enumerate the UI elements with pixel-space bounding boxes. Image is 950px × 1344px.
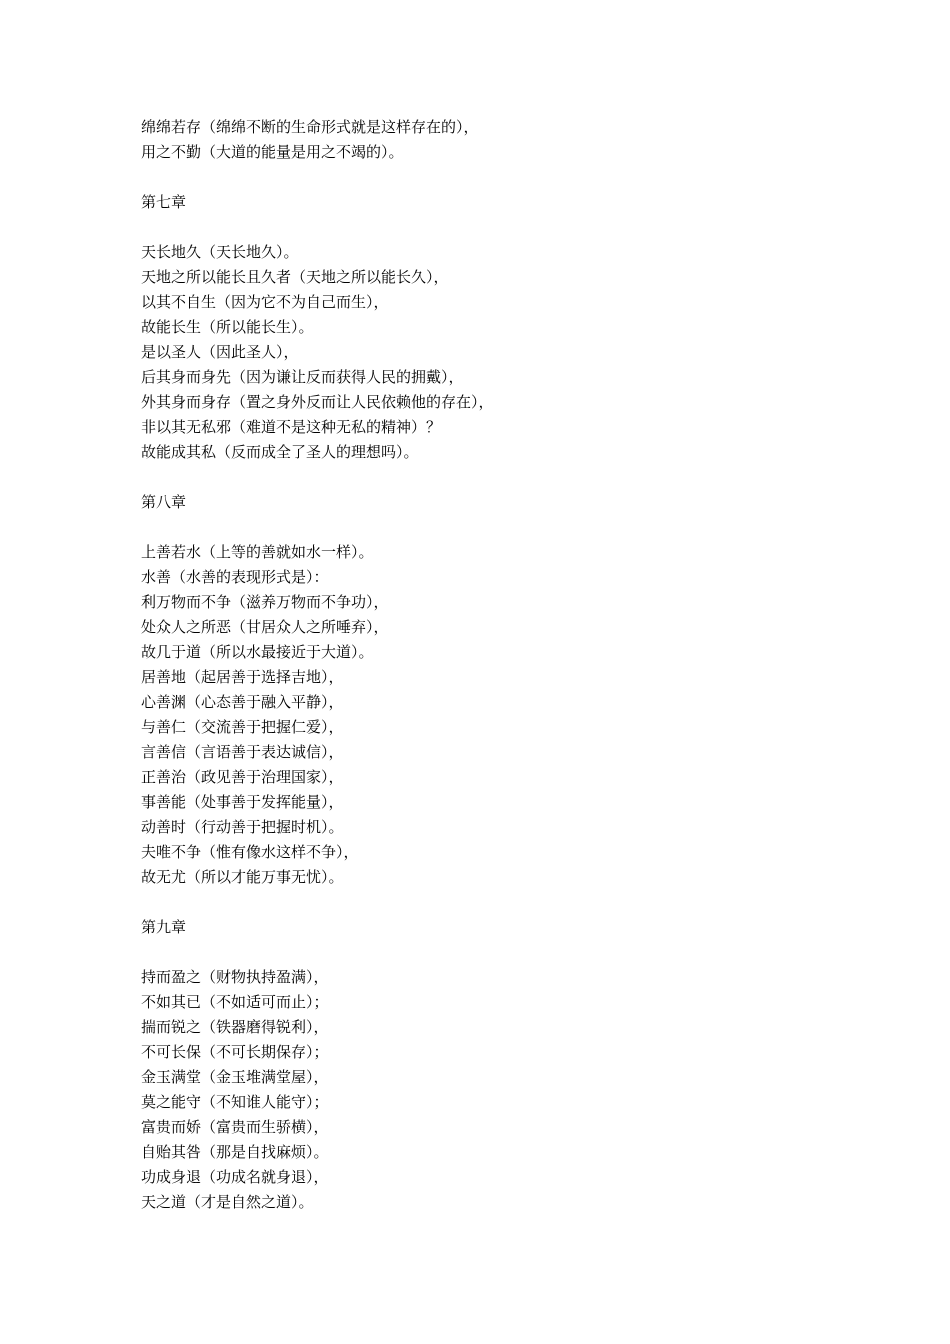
text-line: 事善能（处事善于发挥能量）， (141, 793, 344, 811)
document-page (141, 115, 901, 1215)
blank-line (141, 165, 901, 190)
text-line: 上善若水（上等的善就如水一样）。 (141, 543, 374, 561)
chapter-8 (141, 490, 901, 890)
chapter-heading: 第八章 (141, 493, 187, 511)
text-line: 正善治（政见善于治理国家）， (141, 768, 344, 786)
text-line: 揣而锐之（铁器磨得锐利）， (141, 1018, 329, 1036)
text-line: 心善渊（心态善于融入平静）， (141, 693, 344, 711)
text-line: 持而盈之（财物执持盈满）， (141, 968, 329, 986)
chapter-heading: 第九章 (141, 918, 187, 936)
text-line: 金玉满堂（金玉堆满堂屋）， (141, 1068, 329, 1086)
text-line: 外其身而身存（置之身外反而让人民依赖他的存在）， (141, 393, 494, 411)
text-line: 功成身退（功成名就身退）， (141, 1168, 329, 1186)
text-line: 故无尤（所以才能万事无忧）。 (141, 868, 344, 886)
intro-block (141, 115, 901, 165)
text-line: 与善仁（交流善于把握仁爱）， (141, 718, 344, 736)
text-line: 莫之能守（不知谁人能守）； (141, 1093, 329, 1111)
text-line: 夫唯不争（惟有像水这样不争）， (141, 843, 359, 861)
text-line: 居善地（起居善于选择吉地）， (141, 668, 344, 686)
text-line: 故能成其私（反而成全了圣人的理想吗）。 (141, 443, 419, 461)
text-line: 处众人之所恶（甘居众人之所唾弃）， (141, 618, 389, 636)
text-line: 以其不自生（因为它不为自己而生）， (141, 293, 389, 311)
text-line: 是以圣人（因此圣人）， (141, 343, 299, 361)
text-line: 利万物而不争（滋养万物而不争功）， (141, 593, 389, 611)
text-line: 富贵而娇（富贵而生骄横）， (141, 1118, 329, 1136)
blank-line (141, 215, 901, 240)
text-line: 言善信（言语善于表达诚信）， (141, 743, 344, 761)
chapter-7 (141, 190, 901, 465)
blank-line (141, 465, 901, 490)
text-line: 水善（水善的表现形式是）： (141, 568, 329, 586)
blank-line (141, 890, 901, 915)
text-line: 不可长保（不可长期保存）； (141, 1043, 329, 1061)
text-line: 故能长生（所以能长生）。 (141, 318, 314, 336)
text-line: 非以其无私邪（难道不是这种无私的精神）？ (141, 418, 442, 436)
blank-line (141, 515, 901, 540)
text-line: 天地之所以能长且久者（天地之所以能长久）， (141, 268, 449, 286)
text-line: 用之不勤（大道的能量是用之不竭的）。 (141, 143, 404, 161)
text-line: 绵绵若存（绵绵不断的生命形式就是这样存在的）， (141, 118, 479, 136)
text-line: 动善时（行动善于把握时机）。 (141, 818, 344, 836)
text-line: 天之道（才是自然之道）。 (141, 1193, 314, 1211)
text-line: 天长地久（天长地久）。 (141, 243, 299, 261)
text-line: 自贻其咎（那是自找麻烦）。 (141, 1143, 329, 1161)
blank-line (141, 940, 901, 965)
text-line: 故几于道（所以水最接近于大道）。 (141, 643, 374, 661)
text-line: 后其身而身先（因为谦让反而获得人民的拥戴）， (141, 368, 464, 386)
chapter-9 (141, 915, 901, 1215)
chapter-heading: 第七章 (141, 193, 187, 211)
text-line: 不如其已（不如适可而止）； (141, 993, 329, 1011)
